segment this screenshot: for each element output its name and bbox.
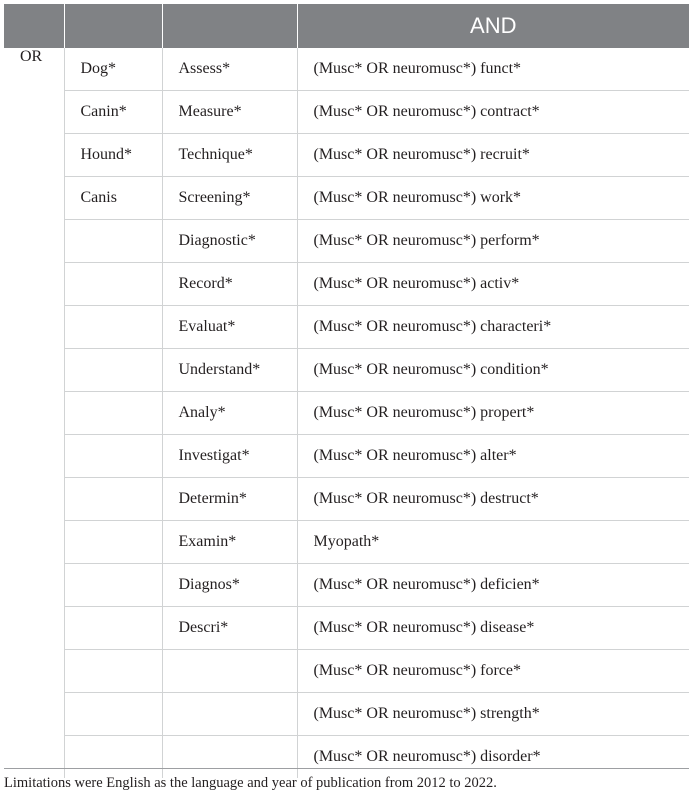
muscle-term-cell: (Musc* OR neuromusc*) work* [297,177,689,220]
muscle-term-cell: Myopath* [297,521,689,564]
species-cell: Hound* [64,134,162,177]
table-row [4,177,689,220]
table-footnote: Limitations were English as the language and year of publication from 2012 to 2022. [4,775,497,791]
table-body [4,48,689,778]
species-cell [64,306,162,349]
table-row [4,521,689,564]
muscle-term-cell: (Musc* OR neuromusc*) contract* [297,91,689,134]
table-row [4,607,689,650]
method-cell: Technique* [162,134,297,177]
muscle-term-cell: (Musc* OR neuromusc*) alter* [297,435,689,478]
muscle-term-cell: (Musc* OR neuromusc*) force* [297,650,689,693]
method-cell: Diagnos* [162,564,297,607]
table-bottom-rule [4,768,689,769]
muscle-term-cell: (Musc* OR neuromusc*) recruit* [297,134,689,177]
muscle-term-cell: (Musc* OR neuromusc*) disorder* [297,736,689,779]
method-cell [162,693,297,736]
method-cell: Measure* [162,91,297,134]
muscle-term-cell: (Musc* OR neuromusc*) characteri* [297,306,689,349]
table-row [4,263,689,306]
table-row [4,48,689,91]
method-cell: Screening* [162,177,297,220]
table-row [4,478,689,521]
species-cell [64,650,162,693]
muscle-term-cell: (Musc* OR neuromusc*) destruct* [297,478,689,521]
species-cell [64,435,162,478]
species-cell [64,607,162,650]
table-row [4,392,689,435]
table-header-row [4,4,689,48]
species-cell [64,392,162,435]
species-cell [64,349,162,392]
table-row [4,134,689,177]
method-cell: Descri* [162,607,297,650]
method-cell: Determin* [162,478,297,521]
species-cell: Canis [64,177,162,220]
muscle-term-cell: (Musc* OR neuromusc*) funct* [297,48,689,91]
header-cell-empty-1 [4,4,64,48]
table-row [4,736,689,779]
method-cell: Understand* [162,349,297,392]
header-cell-empty-2 [64,4,162,48]
table-row [4,349,689,392]
table-row [4,693,689,736]
species-cell [64,220,162,263]
species-cell [64,564,162,607]
method-cell [162,736,297,779]
species-cell: Canin* [64,91,162,134]
table-row [4,91,689,134]
muscle-term-cell: (Musc* OR neuromusc*) perform* [297,220,689,263]
method-cell: Examin* [162,521,297,564]
method-cell: Evaluat* [162,306,297,349]
species-cell [64,736,162,779]
species-cell: Dog* [64,48,162,91]
muscle-term-cell: (Musc* OR neuromusc*) propert* [297,392,689,435]
header-cell-empty-3 [162,4,297,48]
table-row [4,435,689,478]
table-row [4,650,689,693]
method-cell: Investigat* [162,435,297,478]
or-label: OR [20,48,43,65]
and-header: AND [297,4,689,48]
table-row [4,220,689,263]
muscle-term-cell: (Musc* OR neuromusc*) condition* [297,349,689,392]
muscle-term-cell: (Musc* OR neuromusc*) activ* [297,263,689,306]
muscle-term-cell: (Musc* OR neuromusc*) disease* [297,607,689,650]
species-cell [64,478,162,521]
muscle-term-cell: (Musc* OR neuromusc*) deficien* [297,564,689,607]
search-terms-table [4,4,689,778]
method-cell: Record* [162,263,297,306]
table-row [4,564,689,607]
method-cell: Assess* [162,48,297,91]
method-cell [162,650,297,693]
method-cell: Diagnostic* [162,220,297,263]
species-cell [64,693,162,736]
species-cell [64,263,162,306]
table-row [4,306,689,349]
species-cell [64,521,162,564]
muscle-term-cell: (Musc* OR neuromusc*) strength* [297,693,689,736]
method-cell: Analy* [162,392,297,435]
